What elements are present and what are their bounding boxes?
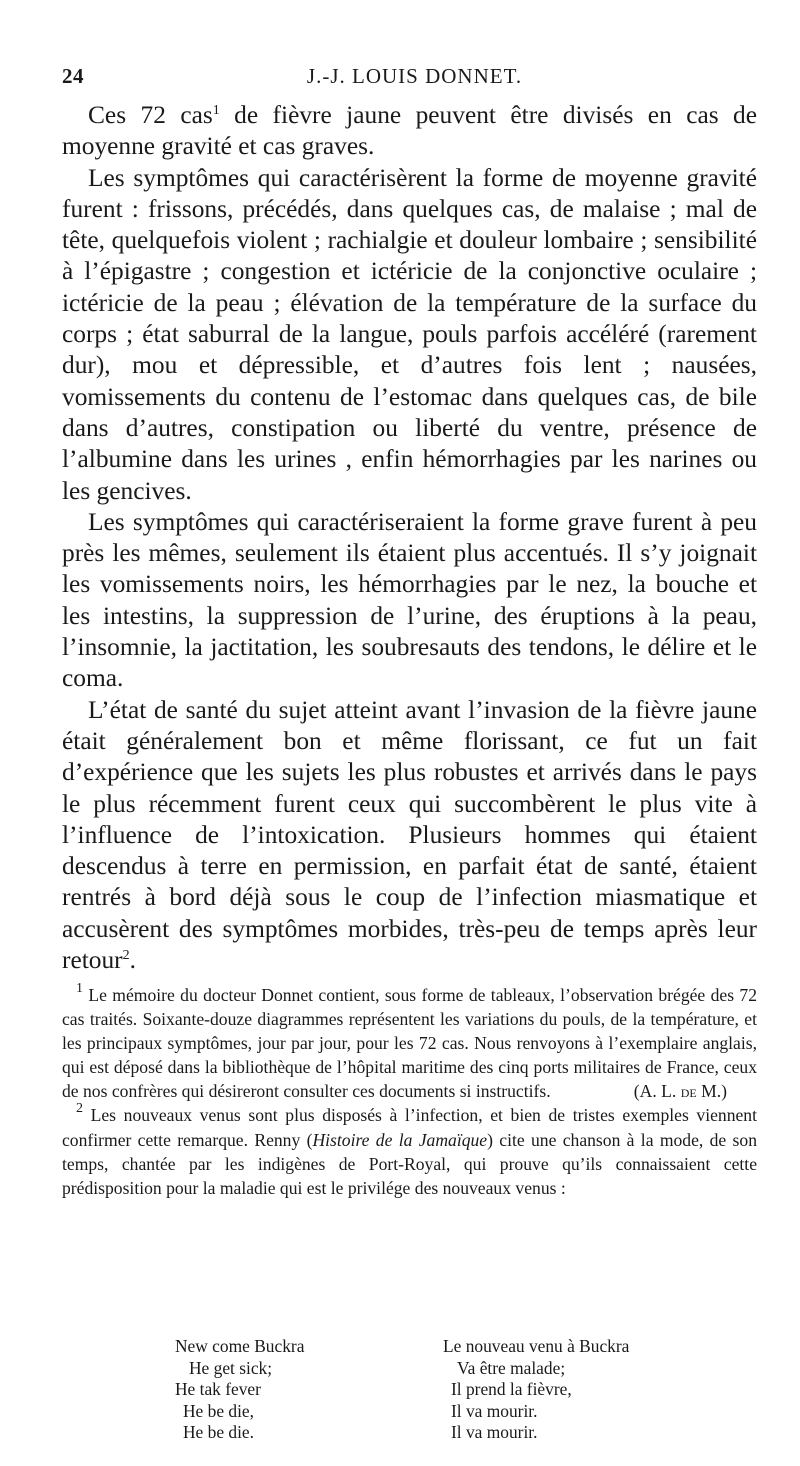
song-line: He tak fever (175, 1379, 261, 1399)
signature-end: M.) (696, 1081, 727, 1102)
paragraph-4-end: . (129, 946, 136, 975)
book-title: Histoire de la Jamaïque (312, 1129, 488, 1150)
paragraph-2: Les symptômes qui caractérisèrent la forme de moyenne gravité furent : frissons, précédés, dans quelques cas, de malaise ; mal de tête, quelquefois violent ; rachialgie et douleur lombaire ; sensibilité à l’épigastre ; congestion et ictéricie de la conjonctive oculaire ; ictéricie de la peau ; élévation de la température de la surface du corps ; état saburral de la langue, pouls parfois accéléré (rarement dur), mou et dépressible, et d’autres fois lent ; nausées, vomissements du contenu de l’estomac dans quelques cas, de bile dans d’autres, constipation ou liberté du ventre, présence de l’albumine dans les urines , enfin hémorrhagies par les narines ou les gencives. (62, 163, 757, 505)
song-line: He get sick; (189, 1357, 273, 1378)
song-line: Le nouveau venu à Buckra (443, 1336, 630, 1356)
footnote-2-mark: 2 (76, 1101, 83, 1117)
paragraph-1-start: Ces 72 cas (88, 101, 213, 129)
paragraph-3: Les symptômes qui caractériseraient la forme grave furent à peu près les mêmes, seulement ils étaient plus accentués. Il s’y joignait les vomissements noirs, les hémorrhagies par le nez, la bouche et les intestins, la suppression de l’urine, des éruptions à la peau, l’insomnie, la jactitation, les soubresauts des tendons, le délire et le coma. (62, 507, 757, 693)
footnote-1-signature (620, 1079, 727, 1103)
footnotes (62, 983, 757, 1200)
song-line: Il va mourir. (451, 1400, 538, 1421)
song-line: Va être malade; (457, 1357, 566, 1378)
paragraph-1-end: de fièvre jaune peuvent être divisés en cas de moyenne gravité et cas graves. (62, 101, 757, 161)
song-french (443, 1336, 629, 1444)
footnote-ref-1[interactable]: 1 (212, 103, 220, 118)
song-line: New come Buckra (175, 1336, 305, 1356)
song-english (175, 1336, 304, 1444)
footnote-ref-2[interactable]: 2 (122, 948, 130, 964)
page-number: 24 (62, 64, 84, 88)
song-line: Il va mourir. (451, 1422, 538, 1442)
footnote-2-text-start: Les nouveaux venus sont plus disposés à l’infection, et bien de tristes exemples viennent confirmer cette remarque. Renny ( (62, 1105, 757, 1150)
signature-initials: (A. L. (633, 1081, 681, 1102)
paragraph-1 (62, 100, 757, 163)
paragraph-4 (62, 695, 757, 977)
running-title: J.-J. LOUIS DONNET. (306, 64, 523, 88)
paragraph-4-text: L’état de santé du sujet atteint avant l’invasion de la fièvre jaune était généralement bon et même florissant, ce fut un fait d’expérience que les sujets les plus robustes et arrivés dans le pays le plus récemment furent ceux qui succombèrent le plus vite à l’influence de l’intoxication. Plusieurs hommes qui étaient descendus à terre en permission, en parfait état de santé, étaient rentrés à bord déjà sous le coup de l’infection miasmatique et accusèrent des symptômes morbides, très-peu de temps après leur retour (62, 695, 757, 975)
main-text (62, 100, 757, 976)
footnote-1 (62, 983, 757, 1103)
page-header (62, 64, 757, 94)
song-line: He be die, (183, 1400, 254, 1421)
song-line: Il prend la fièvre, (451, 1379, 572, 1399)
song-line: He be die. (183, 1422, 254, 1442)
footnote-1-mark: 1 (76, 981, 83, 996)
footnote-2 (62, 1103, 757, 1199)
signature-particle: de (680, 1081, 697, 1102)
footnote-1-text: Le mémoire du docteur Donnet contient, sous forme de tableaux, l’observation brégée des 72 cas traités. Soixante-douze diagrammes représentent les variations du pouls, de la température, et les principaux symptômes, jour par jour, pour les 72 cas. Nous renvoyons à l’exemplaire anglais, qui est déposé dans la bibliothèque de l’hôpital maritime des cinq ports militaires de France, ceux de nos confrères qui désireront consulter ces documents si instructifs. (62, 985, 757, 1102)
footnote-2-text-end: ) cite une chanson à la mode, de son temps, chantée par les indigènes de Port-Royal, qui prouve qu’ils connaissaient cette prédisposition pour la maladie qui est le privilége des nouveaux venus : (62, 1129, 757, 1198)
